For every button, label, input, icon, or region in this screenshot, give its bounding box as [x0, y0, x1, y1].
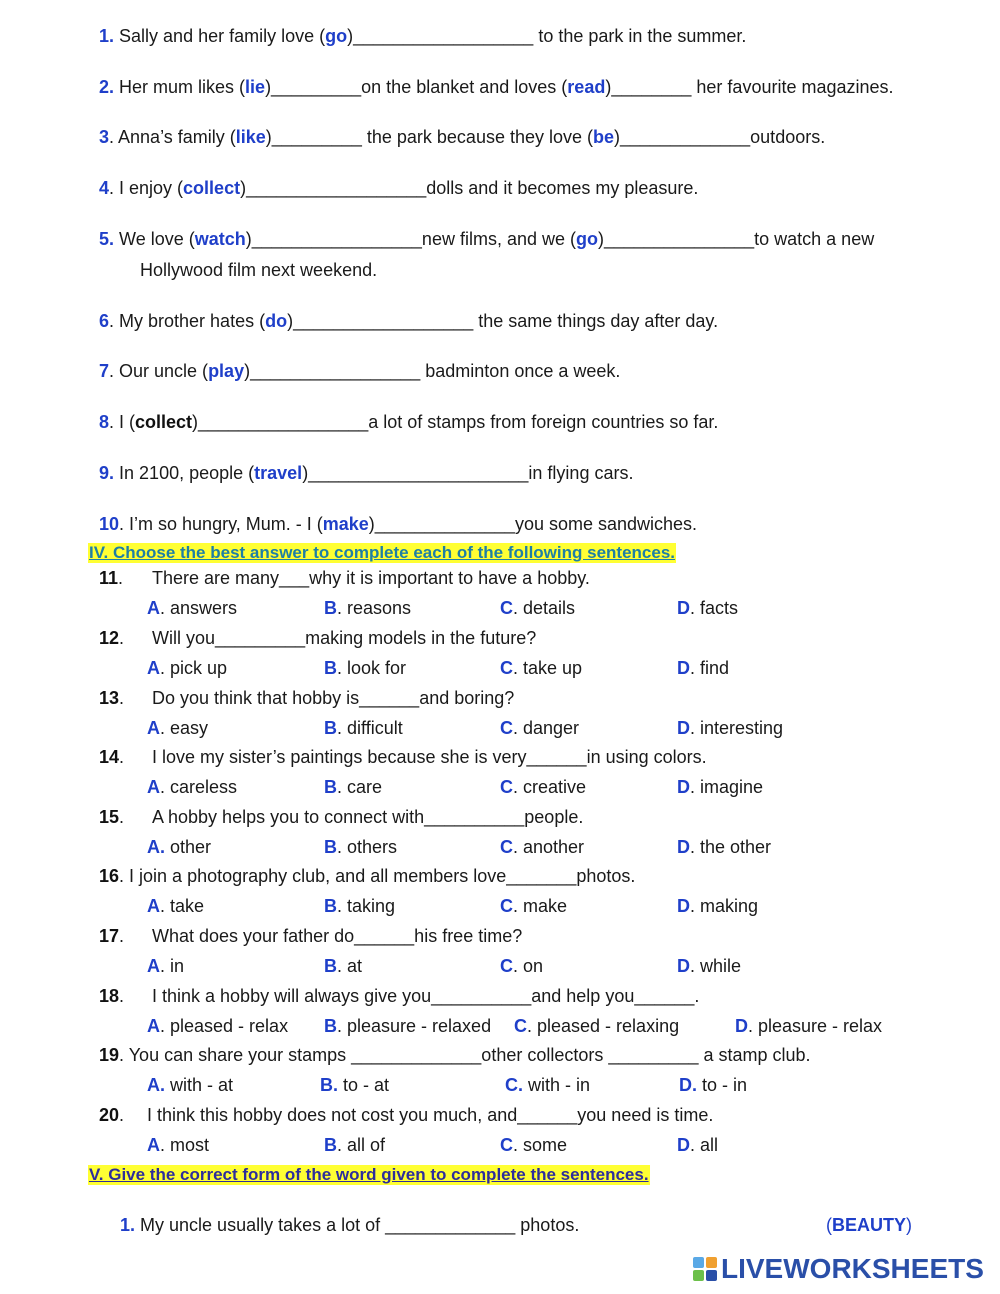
q5-text-c: )_______________to watch a new: [597, 229, 875, 249]
q10-line: [99, 514, 697, 535]
q15-number: 15: [99, 807, 120, 827]
q5-text-b: )_________________new films, and we (: [245, 229, 576, 249]
option-letter: B: [324, 1016, 337, 1036]
option-text: with - at: [165, 1075, 234, 1095]
option-letter: B: [324, 598, 337, 618]
q13-option-a[interactable]: [147, 718, 208, 739]
q9-text-b: )______________________in flying cars.: [302, 463, 634, 483]
option-letter: B: [324, 896, 337, 916]
q16-separator: . I join a photography club, and all members love_______photos.: [119, 866, 636, 886]
option-text: . facts: [690, 598, 739, 618]
q4-text-a: . I enjoy (: [109, 178, 184, 198]
q6-verb: do: [265, 311, 288, 331]
q2-text-a: Her mum likes (: [119, 77, 246, 97]
q8-text-a: . I (: [109, 412, 136, 432]
q5-verb-1: watch: [194, 229, 246, 249]
option-text: . creative: [513, 777, 587, 797]
q2-text-c: )________ her favourite magazines.: [605, 77, 894, 97]
option-letter: D: [677, 658, 690, 678]
q4-verb: collect: [183, 178, 241, 198]
option-text: . difficult: [337, 718, 403, 738]
q1-text-b: )__________________ to the park in the summer.: [347, 26, 747, 46]
option-text: to - at: [338, 1075, 390, 1095]
q7-line: [99, 361, 620, 382]
option-text: . careless: [160, 777, 238, 797]
q13-text: Do you think that hobby is______and boring?: [152, 688, 515, 708]
q14-separator: .: [119, 747, 125, 767]
q5-text-a: We love (: [119, 229, 195, 249]
q18-number: 18: [99, 986, 120, 1006]
option-text: . pleased - relax: [160, 1016, 289, 1036]
option-letter: C: [500, 956, 513, 976]
q18-option-c[interactable]: [514, 1016, 679, 1037]
option-text: to - in: [697, 1075, 748, 1095]
option-letter: A: [147, 777, 160, 797]
section-v-q1-number: 1.: [120, 1215, 136, 1235]
q14-number: 14: [99, 747, 120, 767]
q11-number: 11: [99, 568, 119, 588]
section-iv-heading: IV. Choose the best answer to complete each of the following sentences.: [89, 543, 676, 562]
option-text: . others: [337, 837, 398, 857]
q9-text-a: In 2100, people (: [119, 463, 255, 483]
q11-option-d[interactable]: [677, 598, 738, 619]
q5-line: [99, 229, 874, 250]
q8-number: 8: [99, 412, 110, 432]
option-letter: A: [147, 956, 160, 976]
q16-option-a[interactable]: [147, 896, 204, 917]
q10-number: 10: [99, 514, 120, 534]
q2-verb-2: read: [567, 77, 606, 97]
option-text: . on: [513, 956, 544, 976]
q12-option-b[interactable]: [324, 658, 406, 679]
q15-option-d[interactable]: [677, 837, 771, 858]
q19-separator: . You can share your stamps _____________other collectors _________ a stamp club.: [119, 1045, 811, 1065]
q10-text-a: . I’m so hungry, Mum. - I (: [119, 514, 323, 534]
option-letter: D.: [679, 1075, 697, 1095]
q17-option-c[interactable]: [500, 956, 543, 977]
q17-text: What does your father do______his free time?: [152, 926, 523, 946]
q9-verb: travel: [254, 463, 303, 483]
option-text: . care: [337, 777, 383, 797]
q3-text-a: . Anna’s family (: [109, 127, 236, 147]
q8-line: [99, 412, 718, 433]
option-text: . in: [160, 956, 185, 976]
q14-option-b[interactable]: [324, 777, 382, 798]
q1-text-a: Sally and her family love (: [119, 26, 326, 46]
q16-question: [99, 866, 635, 887]
option-text: . at: [337, 956, 363, 976]
q6-number: 6: [99, 311, 110, 331]
q18-separator: .: [119, 986, 125, 1006]
q11-option-a[interactable]: [147, 598, 237, 619]
q20-text: I think this hobby does not cost you much, and______you need is time.: [147, 1105, 714, 1125]
option-letter: D: [677, 598, 690, 618]
q15-option-b[interactable]: [324, 837, 397, 858]
q12-text: Will you_________making models in the future?: [152, 628, 537, 648]
option-letter: B: [324, 956, 337, 976]
option-text: . look for: [337, 658, 407, 678]
q3-text-c: )_____________outdoors.: [614, 127, 826, 147]
option-text: . take up: [513, 658, 583, 678]
q10-text-b: )______________you some sandwiches.: [368, 514, 698, 534]
q12-option-a[interactable]: [147, 658, 227, 679]
q14-option-d[interactable]: [677, 777, 763, 798]
option-letter: A: [147, 896, 160, 916]
word-close-paren: ): [906, 1215, 913, 1235]
section-v-q1: [120, 1215, 579, 1236]
option-letter: A: [147, 1135, 160, 1155]
q19-number: 19: [99, 1045, 120, 1065]
option-letter: D: [677, 896, 690, 916]
q15-separator: .: [119, 807, 125, 827]
section-v-q1-word: [826, 1215, 912, 1236]
option-letter: D: [677, 837, 690, 857]
q7-text-a: . Our uncle (: [109, 361, 209, 381]
option-letter: A.: [147, 1075, 165, 1095]
q20-option-a[interactable]: [147, 1135, 209, 1156]
q8-text-b: )_________________a lot of stamps from foreign countries so far.: [192, 412, 719, 432]
option-text: . pleasure - relax: [748, 1016, 883, 1036]
option-letter: A.: [147, 837, 165, 857]
q18-text: I think a hobby will always give you__________and help you______.: [152, 986, 700, 1006]
q15-question: [99, 807, 584, 828]
q16-option-b[interactable]: [324, 896, 395, 917]
option-letter: A: [147, 718, 160, 738]
option-text: . answers: [160, 598, 238, 618]
q7-verb: play: [208, 361, 245, 381]
option-letter: C: [514, 1016, 527, 1036]
q11-separator: .: [118, 568, 124, 588]
q11-option-c[interactable]: [500, 598, 575, 619]
option-letter: C: [500, 896, 513, 916]
option-text: . pleased - relaxing: [527, 1016, 680, 1036]
section-v-heading: V. Give the correct form of the word given to complete the sentences.: [89, 1165, 649, 1184]
q9-number: 9.: [99, 463, 115, 483]
q17-option-a[interactable]: [147, 956, 184, 977]
option-letter: B.: [320, 1075, 338, 1095]
option-text: . another: [513, 837, 585, 857]
q7-text-b: )_________________ badminton once a week.: [244, 361, 621, 381]
q4-number: 4: [99, 178, 110, 198]
q12-number: 12: [99, 628, 120, 648]
option-letter: D: [677, 777, 690, 797]
word-given: BEAUTY: [832, 1215, 907, 1235]
q1-verb: go: [325, 26, 348, 46]
q20-question: [99, 1105, 714, 1126]
q3-text-b: )_________ the park because they love (: [265, 127, 594, 147]
q19-option-c[interactable]: [505, 1075, 590, 1096]
q11-question: [99, 568, 590, 589]
liveworksheets-logo-icon: [693, 1257, 717, 1281]
q2-text-b: )_________on the blanket and loves (: [265, 77, 568, 97]
option-text: . all of: [337, 1135, 386, 1155]
q4-line: [99, 178, 698, 199]
q15-text: A hobby helps you to connect with__________people.: [152, 807, 584, 827]
q13-option-c[interactable]: [500, 718, 579, 739]
option-letter: A: [147, 1016, 160, 1036]
q15-option-c[interactable]: [500, 837, 584, 858]
q19-option-d[interactable]: [679, 1075, 747, 1096]
option-text: . most: [160, 1135, 210, 1155]
option-text: . take: [160, 896, 205, 916]
option-letter: C: [500, 658, 513, 678]
option-letter: C: [500, 837, 513, 857]
q12-option-c[interactable]: [500, 658, 582, 679]
q17-question: [99, 926, 523, 947]
option-text: . find: [690, 658, 730, 678]
q20-option-d[interactable]: [677, 1135, 718, 1156]
q12-separator: .: [119, 628, 125, 648]
option-letter: D: [677, 718, 690, 738]
option-letter: C: [500, 718, 513, 738]
q13-number: 13: [99, 688, 120, 708]
option-letter: B: [324, 658, 337, 678]
option-letter: C.: [505, 1075, 523, 1095]
q8-verb: collect: [135, 412, 193, 432]
option-letter: C: [500, 598, 513, 618]
option-text: . imagine: [690, 777, 764, 797]
option-text: . details: [513, 598, 576, 618]
q12-question: [99, 628, 537, 649]
option-text: . reasons: [337, 598, 412, 618]
q19-option-b[interactable]: [320, 1075, 389, 1096]
q5-verb-2: go: [575, 229, 598, 249]
liveworksheets-logo: [693, 1254, 984, 1284]
option-letter: B: [324, 777, 337, 797]
word-open-paren: (: [826, 1215, 832, 1235]
q20-option-c[interactable]: [500, 1135, 567, 1156]
q7-number: 7: [99, 361, 110, 381]
liveworksheets-logo-text: LIVEWORKSHEETS: [721, 1253, 984, 1284]
option-letter: A: [147, 598, 160, 618]
q10-verb: make: [322, 514, 369, 534]
q18-option-b[interactable]: [324, 1016, 491, 1037]
option-text: . pleasure - relaxed: [337, 1016, 492, 1036]
q13-separator: .: [119, 688, 125, 708]
option-text: . pick up: [160, 658, 228, 678]
q3-line: [99, 127, 825, 148]
q17-separator: .: [119, 926, 125, 946]
option-text: . taking: [337, 896, 396, 916]
q2-verb-1: lie: [245, 77, 266, 97]
q3-verb-2: be: [593, 127, 615, 147]
option-text: . interesting: [690, 718, 784, 738]
option-text: . easy: [160, 718, 209, 738]
q19-question: [99, 1045, 811, 1066]
option-text: . danger: [513, 718, 580, 738]
q5-continuation: Hollywood film next weekend.: [140, 260, 378, 280]
option-letter: A: [147, 658, 160, 678]
q3-verb-1: like: [235, 127, 266, 147]
option-letter: C: [500, 1135, 513, 1155]
q14-question: [99, 747, 707, 768]
q18-question: [99, 986, 700, 1007]
q13-option-b[interactable]: [324, 718, 403, 739]
q20-separator: .: [119, 1105, 125, 1125]
q4-text-b: )__________________dolls and it becomes my pleasure.: [240, 178, 699, 198]
q20-number: 20: [99, 1105, 120, 1125]
q16-option-c[interactable]: [500, 896, 567, 917]
q15-option-a[interactable]: [147, 837, 211, 858]
option-text: . while: [690, 956, 742, 976]
q17-number: 17: [99, 926, 120, 946]
q1-number: 1.: [99, 26, 115, 46]
option-text: with - in: [523, 1075, 591, 1095]
q6-text-a: . My brother hates (: [109, 311, 266, 331]
option-text: other: [165, 837, 212, 857]
q5-number: 5.: [99, 229, 115, 249]
option-letter: B: [324, 718, 337, 738]
q14-text: I love my sister’s paintings because she is very______in using colors.: [152, 747, 707, 767]
q9-line: [99, 463, 633, 484]
option-letter: D: [735, 1016, 748, 1036]
q16-option-d[interactable]: [677, 896, 758, 917]
q20-option-b[interactable]: [324, 1135, 385, 1156]
option-letter: B: [324, 837, 337, 857]
q6-line: [99, 311, 718, 332]
q19-option-a[interactable]: [147, 1075, 233, 1096]
q14-option-c[interactable]: [500, 777, 586, 798]
option-letter: C: [500, 777, 513, 797]
q3-number: 3: [99, 127, 110, 147]
q17-option-d[interactable]: [677, 956, 741, 977]
q2-line: [99, 77, 894, 98]
q13-question: [99, 688, 515, 709]
option-letter: D: [677, 1135, 690, 1155]
option-text: . make: [513, 896, 568, 916]
option-text: . making: [690, 896, 759, 916]
q11-option-b[interactable]: [324, 598, 411, 619]
section-v-q1-text: My uncle usually takes a lot of _____________ photos.: [140, 1215, 580, 1235]
option-text: . some: [513, 1135, 568, 1155]
q1-line: [99, 26, 746, 47]
option-text: . all: [690, 1135, 719, 1155]
q18-option-d[interactable]: [735, 1016, 882, 1037]
q14-option-a[interactable]: [147, 777, 237, 798]
q2-number: 2.: [99, 77, 115, 97]
q18-option-a[interactable]: [147, 1016, 288, 1037]
option-letter: B: [324, 1135, 337, 1155]
q6-text-b: )__________________ the same things day after day.: [287, 311, 719, 331]
q16-number: 16: [99, 866, 120, 886]
option-letter: D: [677, 956, 690, 976]
q13-option-d[interactable]: [677, 718, 783, 739]
q12-option-d[interactable]: [677, 658, 729, 679]
q11-text: There are many___why it is important to have a hobby.: [152, 568, 590, 588]
q17-option-b[interactable]: [324, 956, 362, 977]
option-text: . the other: [690, 837, 772, 857]
